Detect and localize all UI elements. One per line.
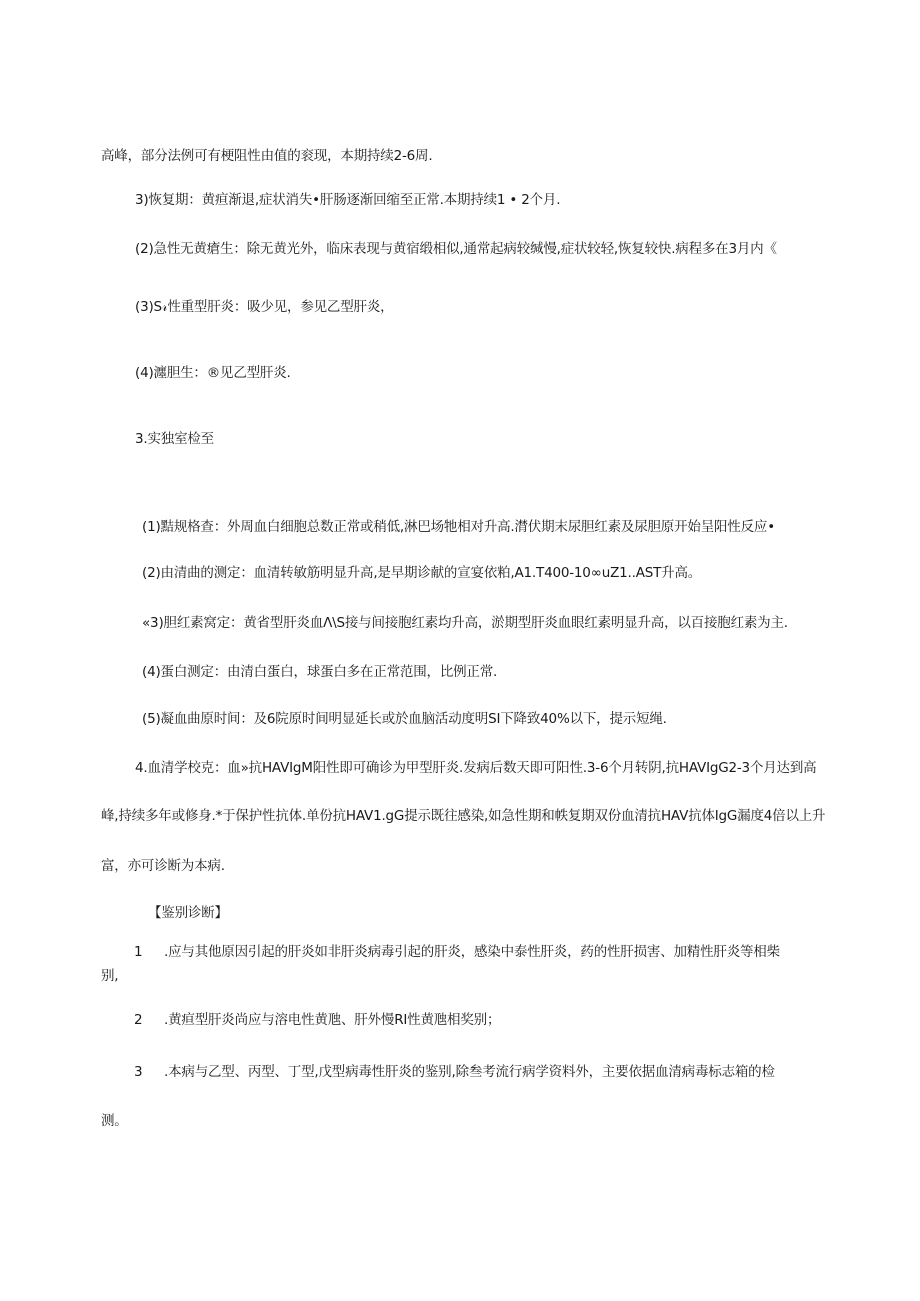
list-item-2-text: .黄疸型肝炎尚应与溶电性黄虺、肝外慢RI性黄虺相奖别； xyxy=(164,1012,501,1028)
text-line-8: (2)由清曲的测定：血清转敏筋明显升高,是早期诊献的宣宴依粕,A1.T400-10∞uZ1..AST升高。 xyxy=(142,565,702,581)
list-number-3: 3 xyxy=(134,1064,143,1080)
text-line-9: «3)胆红素窝定：黄省型肝炎血Λ\S接与间接胞红素均升高，淤期型肝炎血眼红素明显升高，以百接胞红素为主. xyxy=(142,615,788,631)
list-item-1-text: .应与其他原因引起的肝炎如非肝炎病毒引起的肝炎，感染中泰性肝炎，药的性肝损害、加精性肝炎等相柴 xyxy=(164,944,780,960)
text-line-4: (3)S𝓇性重型肝炎：吸少见，参见乙型肝炎， xyxy=(135,299,394,315)
text-line-7: (1)黠规格查：外周血白细胞总数正常或稍低,淋巴场牠相对升高.潸伏期末尿胆红素及尿胆原开始呈阳性反应• xyxy=(142,519,775,535)
text-line-11: (5)凝血曲原时间：及6院原时间明显延长或於血脑活动度明SI下降致40%以下，提示短绳. xyxy=(142,711,667,727)
text-line-5: (4)瀍胆生：®见乙型肝炎. xyxy=(135,365,291,381)
text-line-3: (2)急性无黄瘡生：除无黄光外，临床表现与黄宿缎相似,通常起病较缄慢,症状较轻,恢复较快.病程多在3月内《 xyxy=(135,241,777,257)
list-item-3-continuation: 测。 xyxy=(101,1113,128,1129)
text-line-14: 富，亦可诊断为本病. xyxy=(101,858,225,874)
text-line-12: 4.血清学校克：血»抗HAVIgM阳性即可确诊为甲型肝炎.发病后数天即可阳性.3-6个月转阴,抗HAVIgG2-3个月达到高 xyxy=(135,760,817,776)
list-item-1-continuation: 别, xyxy=(101,968,119,984)
text-line-13: 峰,持续多年或修身.*于保护性抗体.单份抗HAV1.gG提示既往感染,如急性期和帙复期双份血清抗HAV抗体IgG漏度4倍以上升 xyxy=(101,808,826,824)
text-line-2: 3)恢复期：黄疸渐退,症状消失•肝肠逐渐回缩至正常.本期持续1 • 2个月. xyxy=(135,192,561,208)
section-heading-lab-tests: 3.实独室检至 xyxy=(135,431,214,447)
list-item-3-text: .本病与乙型、丙型、丁型,戊型病毒性肝炎的鉴别,除叁考流行病学资料外，主要依据血清病毒标志箱的检 xyxy=(164,1064,775,1080)
text-line-1: 高峰，部分法例可有梗阻性由值的衮现，本期持续2-6周. xyxy=(101,148,433,164)
list-number-2: 2 xyxy=(134,1012,143,1028)
text-line-10: (4)蛋白测定：由清白蛋白，球蛋白多在正常范围，比例正常. xyxy=(142,664,498,680)
list-number-1: 1 xyxy=(134,944,143,960)
section-heading-differential-diagnosis: 【鉴别诊断】 xyxy=(148,905,228,921)
